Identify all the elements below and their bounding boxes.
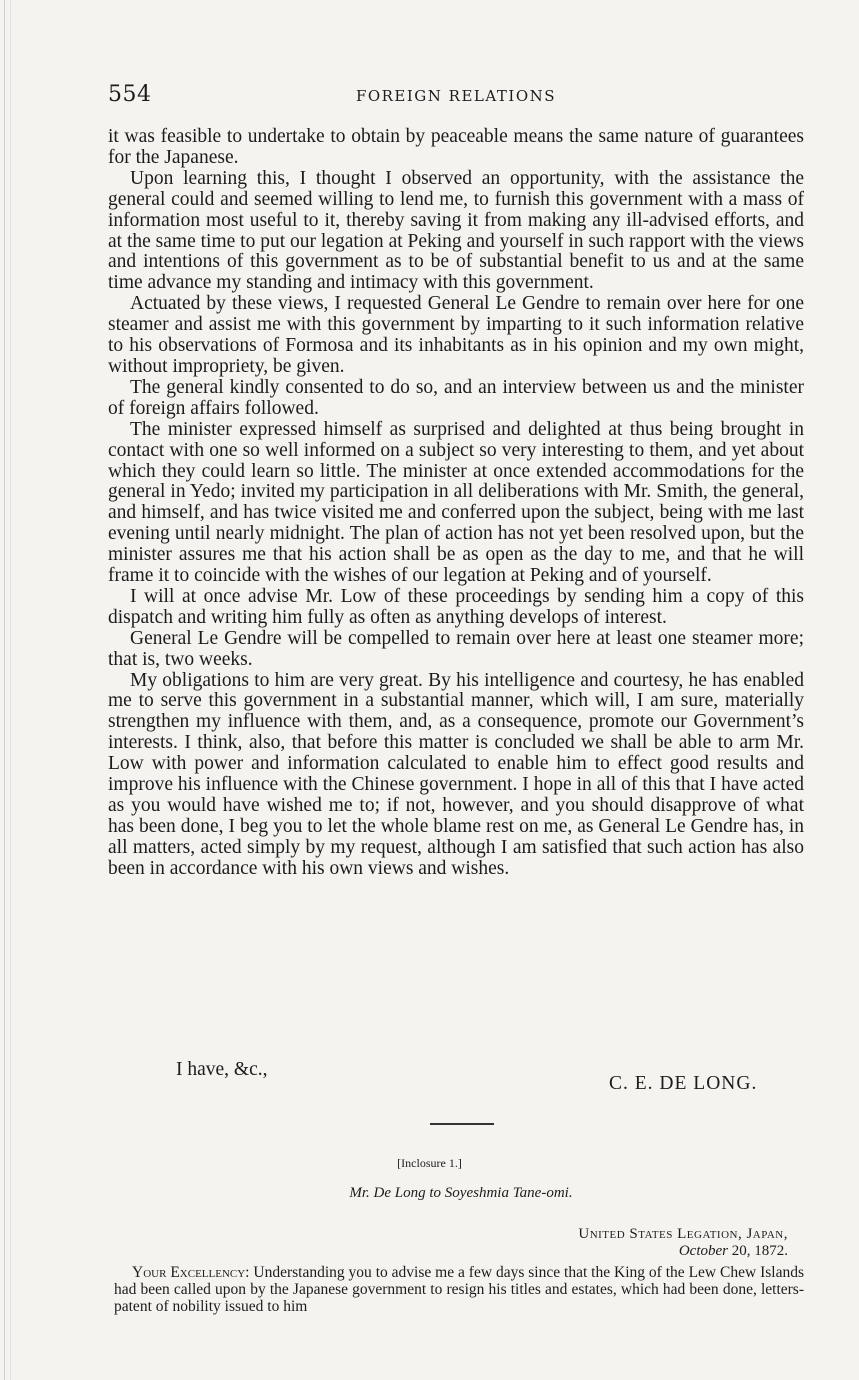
paragraph: I will at once advise Mr. Low of these proceedings by sending him a copy of this dispatch and writing him fully as often as anything develops of interest. — [108, 585, 804, 628]
paragraph: The general kindly consented to do so, and an interview between us and the minister of foreign affairs followed. — [108, 376, 804, 419]
letter-paragraph — [114, 1264, 804, 1315]
paragraph-continued: it was feasible to undertake to obtain by peaceable means the same nature of guarantees for the Japanese. — [108, 126, 804, 168]
page-number: 554 — [108, 82, 152, 107]
dateline-place: United States Legation, Japan, — [578, 1226, 788, 1242]
running-head — [108, 82, 804, 112]
paragraph: Upon learning this, I thought I observed an opportunity, with the assistance the general could and seemed willing to lend me, to furnish this government with a mass of information most useful to it, thereby saving it from making any ill-advised efforts, and at the same time to put our legation at Peking and yourself in such rapport with the views and intentions of this government as to be of substantial benefit to us and at the same time advance my standing and intimacy with this government. — [108, 167, 804, 294]
letter-text: Understanding you to advise me a few days since that the King of the Lew Chew Islands had been called upon by the Japanese government to resign his titles and estates, which had been done, letters-patent of nobility issued to him — [114, 1264, 804, 1315]
paragraph: My obligations to him are very great. By his intelligence and courtesy, he has enabled me to serve this government in a substantial manner, which will, I am sure, materially strengthen my influence with them, and, as a consequence, promote our Government’s interests. I think, also, that before this matter is concluded we shall be able to arm Mr. Low with power and information calculated to enable him to effect good results and improve his influence with the Chinese government. I hope in all of this that I have acted as you would have wished me to; if not, however, and you should disapprove of what has been done, I beg you to let the whole blame rest on me, as General Le Gendre has, in all matters, acted simply by my request, although I am satisfied that such action has also been in accordance with his own views and wishes. — [108, 669, 804, 879]
inclosure-label: [Inclosure 1.] — [397, 1156, 462, 1170]
dateline-month: October — [678, 1243, 728, 1259]
dateline — [470, 1226, 788, 1260]
salutation: Your Excellency: — [132, 1264, 250, 1281]
letter-body — [114, 1264, 804, 1315]
section-divider — [430, 1123, 494, 1125]
page-edge-rule — [4, 0, 5, 1380]
letter-heading: Mr. De Long to Soyeshmia Tane-omi. — [349, 1185, 573, 1201]
body-text — [108, 127, 804, 880]
dateline-date — [470, 1243, 788, 1260]
dateline-day-year: 20, 1872. — [731, 1243, 788, 1259]
paragraph: Actuated by these views, I requested General Le Gendre to remain over here for one steamer and assist me with this government by imparting to it such information relative to his observations of Formosa and its inhabitants as in his opinion and my own might, without impropriety, be given. — [108, 293, 804, 377]
paragraph: The minister expressed himself as surprised and delighted at thus being brought in contact with one so well informed on a subject so very interesting to them, and yet about which they could learn so little. The minister at once extended accommodations for the general in Yedo; invited my participation in all deliberations with Mr. Smith, the general, and himself, and has twice visited me and conferred upon the subject, being with me last evening until nearly midnight. The plan of action has not yet been resolved upon, but the minister assures me that his action shall be as open as the day to me, and that he will frame it to coincide with the wishes of our legation at Peking and of yourself. — [108, 418, 804, 587]
running-title: FOREIGN RELATIONS — [355, 87, 557, 105]
closing-line: I have, &c., — [176, 1059, 268, 1080]
signature: C. E. DE LONG. — [609, 1073, 758, 1094]
paragraph: General Le Gendre will be compelled to remain over here at least one steamer more; that is, two weeks. — [108, 627, 804, 670]
page-edge-rule-inner — [10, 0, 11, 1380]
